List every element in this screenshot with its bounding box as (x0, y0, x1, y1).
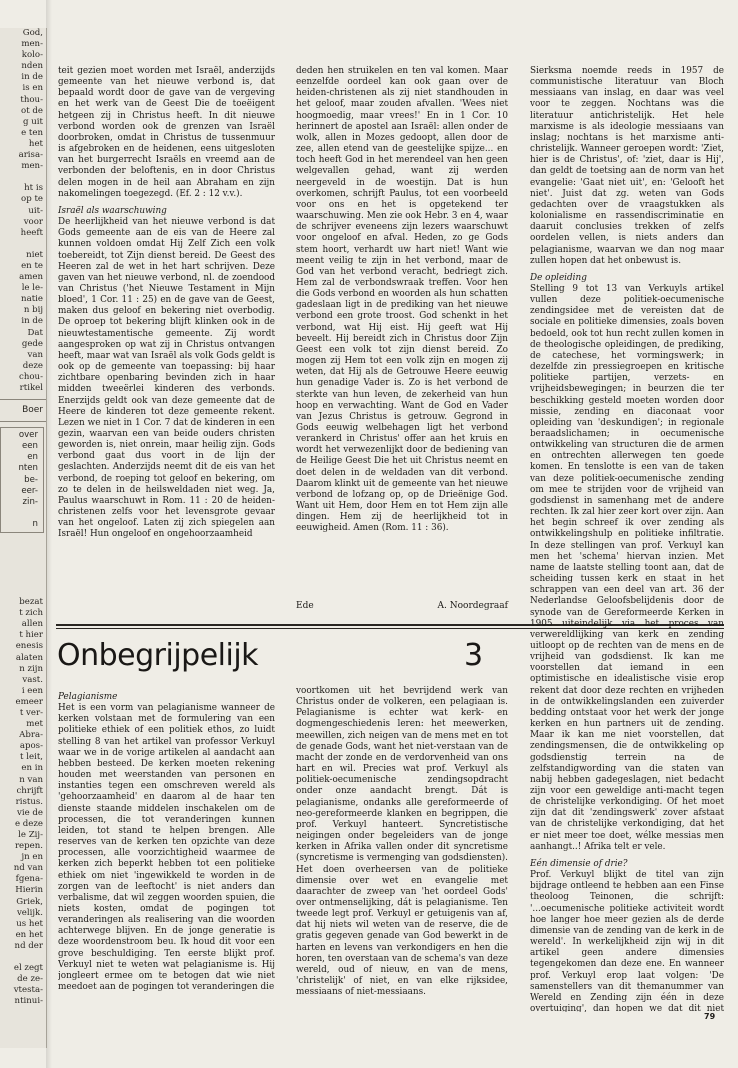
margin-fragment: en te (21, 260, 43, 271)
margin-fragment: ht is (24, 183, 43, 194)
margin-fragment: Griek, (16, 896, 43, 907)
margin-fragment: op te (21, 194, 43, 205)
margin-fragment: een (21, 441, 38, 452)
article-title: Onbegrijpelijk (57, 638, 259, 673)
margin-fragment: ristus. (15, 796, 43, 807)
article-top-column-2 (296, 66, 508, 600)
margin-fragment: emeer (15, 696, 43, 707)
margin-fragment: men- (21, 161, 43, 172)
margin-fragment (0, 952, 46, 963)
paragraph: teit gezien moet worden met Israël, anderzijds gemeente van het nieuwe verbond is, dat bepaald wordt door de gave van de vergeving en het werk van de Geest Die de toeëigent hetgeen zij in Christus heeft. In dit nieuwe verbond worden ook de grenzen van Israël doorbroken, omdat in Christus de tussenmuur is afgebroken en de heidenen, eens uitgesloten van het burgerrecht Israëls en vreemd aan de verbonden der beloftenis, en in door Christus delen mogen in de heil aan Abraham en zijn nakomelingen toegezegd. (Ef. 2 : 12 v.v.). (58, 66, 275, 199)
margin-fragment: g uit (23, 116, 43, 127)
article-bottom-column-2 (296, 686, 508, 1026)
margin-fragment: is en (22, 83, 43, 94)
margin-fragment: enesis (15, 641, 43, 652)
margin-fragment-boer: Boer (22, 405, 43, 416)
margin-fragment: vtesta- (13, 985, 43, 996)
margin-fragment: de ze- (17, 974, 43, 985)
margin-fragment: vie de (16, 807, 43, 818)
paragraph: Prof. Verkuyl blijkt de titel van zijn bijdrage ontleend te hebben aan een Finse theoloog Teinonen, die schrijft: '...oecumenische politieke activiteit wordt hoe langer hoe meer gezien als de derde dimensie van de zending van de kerk in de wereld'. In werkelijkheid zijn wij in dit artikel geen andere dimensies tegengekomen dan deze ene. En wanneer prof. Verkuyl erop laat volgen: 'De samenstellers van dit themanummer van Wereld en Zending zijn één in deze overtuiging', dan hopen we dat dit niet (530, 870, 724, 1012)
margin-fragment: t hier (19, 630, 43, 641)
margin-fragment: men- (21, 39, 43, 50)
margin-fragment: God, (22, 28, 43, 38)
margin-fragment: nten (18, 463, 38, 474)
margin-fragment: chrijft (16, 785, 43, 796)
margin-fragment: el zegt (13, 963, 43, 974)
paragraph: De heerlijkheid van het nieuwe verbond is dat Gods gemeente aan de eis van de Heere zal kunnen voldoen omdat Hij Zelf Zich een volk toebereidt, tot Zijn dienst bereid. De Geest des Heeren zal de wet in het hart schrijven. Deze gaven van het nieuwe verbond, nl. de zoendood van Christus ('het Nieuwe Testament in Mijn bloed', 1 Cor. 11 : 25) en de gave van de Geest, maken dus geloof en bekering niet overbodig. De oproep tot bekering blijft klinken ook in de nieuwtestamentische gemeente. Zij wordt aangesproken op wat zij in Christus ontvangen heeft, maar wat van Israël als volk Gods geldt is ook op de gemeente van toepassing: bij haar zichtbare openbaring bevinden zich in haar midden tweeërlei kinderen des verbonds. Enerzijds geldt ook van deze gemeente dat de Heere de kinderen tot deze gemeente rekent. Lezen we niet in 1 Cor. 7 dat de kinderen in een gezin, waarvan een van beide ouders christen geworden is, niet onrein, maar heilig zijn. Gods verbond gaat dus voort in de lijn der geslachten. Anderzijds neemt dit de eis van het verbond, de roeping tot geloof en bekering, om zo te delen in de heilsweldaden niet weg. Ja, Paulus waarschuwt in Rom. 11 : 20 de heiden-christenen zelfs voor het levensgrote gevaar van het ongeloof. Laten zij zich spiegelen aan Israël! Hun ongeloof en ongehoorzaamheid (58, 217, 275, 540)
margin-fragment: Hierin (15, 885, 43, 896)
margin-fragment: t leit, (20, 752, 43, 763)
margin-divider (0, 399, 46, 400)
margin-fragment: niet (26, 249, 43, 260)
margin-fragment: heeft (20, 227, 43, 238)
page-crease (46, 0, 52, 1068)
margin-fragments-top (0, 28, 46, 394)
margin-fragment: e deze (14, 818, 43, 829)
margin-fragment: nd der (14, 940, 43, 951)
signature-author: A. Noordegraaf (437, 601, 508, 611)
margin-fragment: n bij (23, 305, 43, 316)
margin-fragment: zin- (22, 496, 38, 507)
margin-fragment (3, 508, 41, 519)
margin-fragment: n zijn (19, 663, 43, 674)
margin-fragment: en (27, 452, 38, 463)
margin-fragment: in de (21, 316, 43, 327)
margin-fragment: t zich (19, 608, 43, 619)
margin-fragment: met (26, 719, 43, 730)
previous-page-margin (0, 28, 47, 1048)
margin-fragment: ntinui- (14, 996, 43, 1007)
margin-fragment: i een (21, 685, 43, 696)
margin-fragment: velijk. (16, 907, 43, 918)
margin-fragment: nd van (13, 863, 43, 874)
margin-fragment: chou- (19, 371, 43, 382)
margin-fragment: allen (21, 619, 43, 630)
margin-fragment: natie (21, 294, 43, 305)
article-top-column-1 (58, 66, 275, 606)
paragraph: deden hen struikelen en ten val komen. Maar eenzelfde oordeel kan ook gaan over de heiden-christenen als zij niet standhouden in het geloof, maar zouden afvallen. 'Wees niet hoogmoedig, maar vrees!' En in 1 Cor. 10 herinnert de apostel aan Israël: allen onder de wolk, allen in Mozes gedoopt, allen door de zee, allen etend van de geestelijke spijze... en toch heeft God in het merendeel van hen geen welgevallen gehad, want zij werden neergeveld in de woestijn. Dat is hun overkomen, schrijft Paulus, tot een voorbeeld voor ons en het is opgetekend ter waarschuwing. Men zie ook Hebr. 3 en 4, waar de schrijver eveneens zijn lezers waarschuwt voor ongeloof en afval. Heden, zo ge Gods stem hoort, verhardt uw hart niet! Want wie meent veilig te zijn in het verbond, maar de God van het verbond veracht, bedriegt zich. Hem zal de verbondswraak treffen. Voor hen die Gods verbond en woorden als hun schatten gadeslaan ligt in de prediking van het nieuwe verbond een grote troost. God schenkt in het verbond, wat Hij eist. Hij geeft wat Hij beveelt. Hij bereidt zich in Christus door Zijn Geest een volk tot zijn dienst bereid. Zo mogen zij Hem tot een volk zijn en mogen zij weten, dat Hij als de Getrouwe Heere eeuwig hun genadige Vader is. Zo is het verbond de sterkte van hun leven, de zekerheid van hun hoop en verwachting. Want de God en Vader van Jezus Christus is getrouw. Gegrond in Gods eeuwig welbehagen ligt het verbond verankerd in Christus' offer aan het kruis en wordt het verwezenlijkt door de bediening van de Heilige Geest Die het uit Christus neemt en doet delen in de weldaden van dit verbond. Daarom klinkt uit de gemeente van het nieuwe verbond de lofzang op, op de Drieënige God. Want uit Hem, door Hem en tot Hem zijn alle dingen. Hem zij de heerlijkheid tot in eeuwigheid. Amen (Rom. 11 : 36). (296, 66, 508, 534)
margin-fragment: n van (19, 774, 43, 785)
subheading: De opleiding (530, 272, 587, 283)
margin-fragment: t ver- (19, 707, 43, 718)
margin-fragment: eer- (21, 485, 38, 496)
article-bottom-column-1 (58, 686, 275, 1026)
margin-fragment: apos- (19, 741, 43, 752)
paragraph: voortkomen uit het bevrijdend werk van Christus onder de volkeren, een pelagiaan is. Pelagianisme is echter wat kerk- en dogmengeschiedenis leren: het meewerken, meewillen, zich neigen van de mens met en tot de genade Gods, want het niet-verstaan van de macht der zonde en de verdorvenheid van ons hart en wil. Precies wat prof. Verkuyl als politiek-oecumenische zendingsopdracht onder onze aandacht brengt. Dát is pelagianisme, ondanks alle gereformeerde of neo-gereformeerde klanken en begrippen, die prof. Verkuyl hanteert. Syncretistische neigingen onder begeleiders van de jonge kerken in Afrika vallen onder dit syncretisme (syncretisme is vermenging van godsdiensten). Het doen overheersen van de politieke dimensie over wet en evangelie met daarachter de zweep van 'het oordeel Gods' over ontmenselijking, dát is pelagianisme. Ten tweede legt prof. Verkuyl er getuigenis van af, dat hij niets wil weten van de reserve, die de gratis gegeven genade van God bewerkt in de harten en levens van verkondigers en hen die horen, ten overstaan van de schema's van deze wereld, oud of nieuw, en van de mens, 'christelijk' of niet, en van elke rijksidee, messiaans of niet-messiaans. (296, 686, 508, 998)
margin-fragment: over (18, 430, 38, 441)
article-signature (296, 601, 508, 611)
signature-place: Ede (296, 601, 314, 611)
margin-fragment: ot de (21, 105, 43, 116)
paragraph: Het is een vorm van pelagianisme wanneer de kerken volstaan met de formulering van een politieke ethiek of een politiek ethos, zo luidt stelling 8 van het artikel van professor Verkuyl waar we in de vorige artikelen al aandacht aan hebben besteed. De kerken moeten rekening houden met weerstanden van personen en instanties tegen een omschreven wereld als 'gehoorzaamheid' en daarom al de haar ten dienste staande middelen inschakelen om de processen, die tot veranderingen kunnen leiden, tot stand te helpen brengen. Alle reserves van de kerken ten opzichte van deze processen, alle voorzichtigheid waarmee de kerken zich beperkt hebben tot een politieke ethiek om niet 'ingewikkeld te worden in de zorgen van de leeftocht' is niet anders dan verbalisme, dat wil zeggen woorden spuien, die niets kosten, omdat de pogingen tot veranderingen als realisering van die woorden achterwege blijven. En de jonge generatie is deze woordenstroom beu. Ik houd dit voor een grove beschuldiging. Ten eerste blijkt prof. Verkuyl niet te weten wat pelagianisme is. Hij jongleert ermee om te betogen dat wie niet meedoet aan de pogingen tot veranderingen die (58, 703, 275, 993)
margin-fragment: kolo- (21, 50, 43, 61)
margin-fragment (0, 172, 46, 183)
margin-divider (0, 421, 46, 422)
margin-fragment: en in (21, 763, 43, 774)
subheading: Pelagianisme (58, 692, 118, 702)
margin-boxed-fragment (0, 427, 44, 533)
margin-fragment: rtikel (19, 383, 43, 393)
paragraph: Sierksma noemde reeds in 1957 de communistische literatuur van Bloch messiaans van inslag, en daar was veel voor te zeggen. Nochtans was die literatuur antichristelijk. Het hele marxisme is als ideologie messiaans van inslag; nochtans is het marxisme anti-christelijk. Wanneer geroepen wordt: 'Ziet, hier is de Christus', of: 'ziet, daar is Hij', dan geldt de toetsing aan de norm van het evangelie: 'Gaat niet uit', en: 'Gelooft het niet'. Juist dat zg. weten van Gods gedachten over de vraagstukken als kolonialisme en rassendiscriminatie en daaruit conclusies trekken of zelfs oordelen vellen, is niets anders dan pelagianisme, waarvan we dan nog maar zullen hopen dat het onbewust is. (530, 66, 724, 266)
margin-fragment: us het (16, 918, 43, 929)
paragraph: Stelling 9 tot 13 van Verkuyls artikel vullen deze politiek-oecumenische zendingsidee met de vereisten dat de sociale en politieke dimensies, zoals boven bedoeld, ook tot hun recht zullen komen in de theologische opleidingen, de prediking, de catechese, het vormingswerk; in dezelfde zin pressiegroepen en kritische politieke partijen, verzets- en vrijheidsbewegingen; in beurzen die ter beschikking gesteld moeten worden door missie, zending en diaconaat voor opleiding van 'deskundigen'; in regionale beraadslichamen; in oecumenische ontwikkeling van structuren die de armen en ontrechten allerwegen ten goede komen. En tenslotte is een van de taken van deze politiek-oecumenische zending om mee te strijden voor de vrijheid van godsdienst in samenhang met de andere rechten. Ik zal hier zeer kort over zijn. Aan het begin schreef ik over zending als ontwikkelingshulp en politieke infiltratie. In deze stellingen van prof. Verkuyl kan men het 'schema' hiervan inzien. Met name de laatste stelling toont aan, dat de scheiding tussen kerk en staat in het schrappen van een deel van art. 36 der Nederlandse Geloofsbelijdenis door de synode van de Gereformeerde Kerken in 1905 uiteindelijk via het proces van verwereldlijking van kerk en zending uitloopt op de rechten van de mens en de vrijheid van godsdienst. Ik kan me voorstellen dat iemand in een optimistische en idealistische visie erop rekent dat door deze rechten en vrijheden in de ontwikkelingslanden een zuiverder bedding ontstaat voor het werk der jonge kerken en hun partners uit de zending. Maar ik kan me niet voorstellen, dat zendingsmensen, die de ontwikkeling op godsdienstig terrein na de zelfstandigwording van die staten van nabij hebben gadegeslagen, niet bedacht zijn voor een geweldige anti-macht tegen de christelijke verkondiging. Of het moet zijn dat dit 'zendingswerk' zover afstaat van de christelijke verkondiging, dat het er niet meer toe doet, wélke messias men aanhangt..! Afrika telt er vele. (530, 283, 724, 852)
page-number: 79 (704, 1012, 716, 1021)
margin-fragment: n (32, 518, 38, 529)
margin-fragment: repen. (14, 841, 43, 852)
margin-fragment: vast. (22, 674, 43, 685)
margin-fragment: in de (21, 72, 43, 83)
margin-fragment: jn en (21, 852, 43, 863)
article-part-number: 3 (464, 638, 484, 673)
margin-fragment: Dat (27, 327, 43, 338)
margin-fragment: fgena- (15, 874, 43, 885)
margin-fragment: thou- (20, 94, 43, 105)
margin-fragment: van (27, 349, 43, 360)
margin-fragment: be- (24, 474, 38, 485)
subheading: Israël als waarschuwing (58, 205, 167, 216)
margin-fragment: arisa- (18, 150, 43, 161)
article-right-column (530, 66, 724, 1012)
margin-fragment: het (28, 138, 43, 149)
margin-fragment: uit- (28, 205, 43, 216)
margin-fragment: Abra- (19, 730, 43, 741)
margin-fragment: le le- (21, 283, 43, 294)
margin-fragment (0, 239, 46, 250)
margin-fragment: amen (19, 272, 43, 283)
margin-fragment: bezat (19, 597, 43, 608)
margin-fragment: gede (21, 338, 43, 349)
margin-fragments-bottom (0, 597, 46, 1007)
margin-fragment: en het (15, 929, 43, 940)
margin-fragment: deze (22, 360, 43, 371)
subheading: Eén dimensie of drie? (530, 858, 628, 869)
margin-fragment: alaten (15, 652, 43, 663)
margin-fragment: nden (21, 61, 43, 72)
margin-fragment: le Zij- (18, 830, 43, 840)
margin-fragment: voor (23, 216, 43, 227)
margin-fragment: e ten (21, 127, 43, 138)
